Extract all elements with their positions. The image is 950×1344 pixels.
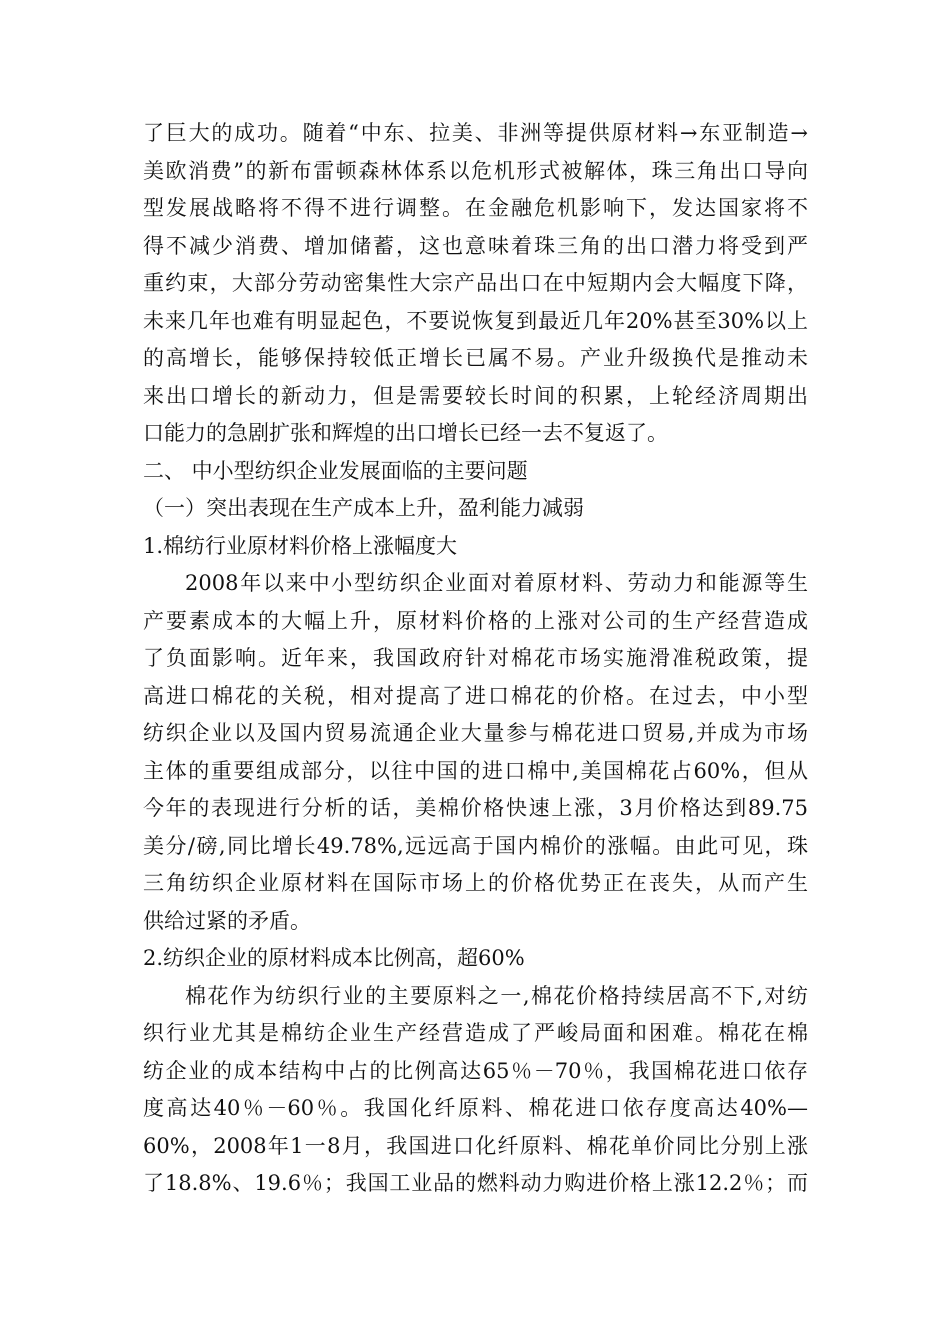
text-line: 纺企业的成本结构中占的比例高达65％－70％，我国棉花进口依存	[143, 1058, 808, 1083]
text-line: 产要素成本的大幅上升，原材料价格的上涨对公司的生产经营造成	[143, 608, 808, 633]
text-line: 了巨大的成功。随着“中东、拉美、非洲等提供原材料→东亚制造→	[143, 121, 808, 145]
text-line: 度高达40％－60％。我国化纤原料、棉花进口依存度高达40%—	[143, 1096, 808, 1120]
text-line: 高进口棉花的关税，相对提高了进口棉花的价格。在过去，中小型	[143, 683, 808, 708]
text-line: 织行业尤其是棉纺企业生产经营造成了严峻局面和困难。棉花在棉	[143, 1021, 808, 1045]
text-line: 今年的表现进行分析的话，美棉价格快速上涨，3月价格达到89.75	[143, 796, 808, 820]
text-line: 1.棉纺行业原材料价格上涨幅度大	[143, 533, 458, 558]
text-line: 的高增长，能够保持较低正增长已属不易。产业升级换代是推动未	[143, 346, 808, 370]
text-line: 三角纺织企业原材料在国际市场上的价格优势正在丧失，从而产生	[143, 871, 808, 895]
text-line: 了18.8%、19.6％；我国工业品的燃料动力购进价格上涨12.2％；而	[143, 1171, 808, 1195]
text-line: 60%，2008年1一8月，我国进口化纤原料、棉花单价同比分别上涨	[143, 1133, 808, 1158]
text-line: 2.纺织企业的原材料成本比例高，超60%	[143, 946, 525, 970]
text-line: 二、 中小型纺织企业发展面临的主要问题	[143, 458, 528, 483]
document-body	[143, 115, 808, 1203]
text-line: （一）突出表现在生产成本上升，盈利能力减弱	[143, 496, 584, 520]
text-line: 口能力的急剧扩张和辉煌的出口增长已经一去不复返了。	[143, 421, 668, 445]
text-line: 2008年以来中小型纺织企业面对着原材料、劳动力和能源等生	[185, 571, 808, 595]
text-line: 型发展战略将不得不进行调整。在金融危机影响下，发达国家将不	[143, 196, 808, 220]
text-line: 供给过紧的矛盾。	[143, 908, 311, 933]
text-line: 了负面影响。近年来，我国政府针对棉花市场实施滑准税政策，提	[143, 646, 808, 670]
text-line: 来出口增长的新动力，但是需要较长时间的积累，上轮经济周期出	[143, 383, 808, 408]
text-line: 主体的重要组成部分，以往中国的进口棉中,美国棉花占60%，但从	[143, 758, 808, 783]
text-line: 未来几年也难有明显起色，不要说恢复到最近几年20%甚至30%以上	[143, 308, 808, 333]
text-line: 重约束，大部分劳动密集性大宗产品出口在中短期内会大幅度下降，	[143, 271, 808, 295]
text-line: 棉花作为纺织行业的主要原料之一,棉花价格持续居高不下,对纺	[185, 983, 808, 1008]
text-line: 得不减少消费、增加储蓄，这也意味着珠三角的出口潜力将受到严	[143, 233, 808, 258]
text-line: 美分/磅,同比增长49.78%,远远高于国内棉价的涨幅。由此可见，珠	[143, 833, 808, 858]
text-line: 纺织企业以及国内贸易流通企业大量参与棉花进口贸易,并成为市场	[143, 721, 808, 745]
text-line: 美欧消费”的新布雷顿森林体系以危机形式被解体，珠三角出口导向	[143, 158, 808, 183]
